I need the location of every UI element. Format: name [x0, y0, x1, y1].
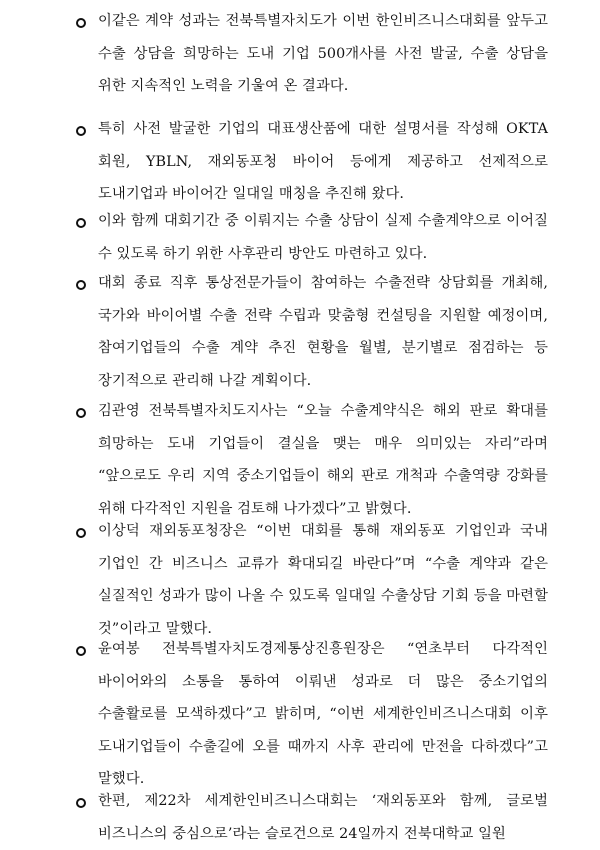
paragraph-strategy-consulting	[58, 276, 548, 397]
paragraph-overseas-koreans-quote	[58, 524, 548, 645]
paragraph-text: 대회 종료 직후 통상전문가들이 참여하는 수출전략 상담회를 개최해, 국가와 바이어별 수출 전략 수립과 맞춤형 컨설팅을 지원할 예정이며, 참여기업들의 수출 계약 추진 현황을 월별, 분기별로 점검하는 등 장기적으로 관리해 나갈 계획이다.	[98, 275, 548, 389]
paragraph-follow-up	[58, 214, 548, 270]
paragraph-product-description	[58, 122, 548, 211]
paragraph-text: 특히 사전 발굴한 기업의 대표생산품에 대한 설명서를 작성해 OKTA 회원, YBLN, 재외동포청 바이어 등에게 제공하고 선제적으로 도내기업과 바이어간 일대일 매칭을 추진해 왔다.	[98, 121, 548, 202]
paragraph-governor-quote	[58, 404, 548, 525]
circle-bullet-icon	[76, 646, 86, 656]
paragraph-promotion-agency-quote	[58, 642, 548, 796]
circle-bullet-icon	[76, 18, 86, 28]
paragraph-text: 윤여봉 전북특별자치도경제통상진흥원장은 “연초부터 다각적인 바이어와의 소통을 통하여 이뤄낸 성과로 더 많은 중소기업의 수출활로를 모색하겠다”고 밝히며, “이번 세계한인비즈니스대회 이후 도내기업들이 수출길에 오를 때까지 사후 관리에 만전을 다하겠다”고 말했다.	[98, 641, 548, 787]
paragraph-text: 이상덕 재외동포청장은 “이번 대회를 통해 재외동포 기업인과 국내 기업인 간 비즈니스 교류가 확대되길 바란다”며 “수출 계약과 같은 실질적인 성과가 많이 나올 수 있도록 일대일 수출상담 기회 등을 마련할 것”이라고 말했다.	[98, 523, 548, 637]
circle-bullet-icon	[76, 798, 86, 808]
paragraph-text: 이와 함께 대회기간 중 이뤄지는 수출 상담이 실제 수출계약으로 이어질 수 있도록 하기 위한 사후관리 방안도 마련하고 있다.	[98, 213, 548, 262]
circle-bullet-icon	[76, 528, 86, 538]
circle-bullet-icon	[76, 126, 86, 136]
paragraph-text: 김관영 전북특별자치도지사는 “오늘 수출계약식은 해외 판로 확대를 희망하는 도내 기업들이 결실을 맺는 매우 의미있는 자리”라며 “앞으로도 우리 지역 중소기업들이 해외 판로 개척과 수출역량 강화를 위해 다각적인 지원을 검토해 나가겠다”고 밝혔다.	[98, 403, 548, 517]
paragraph-contract-results	[58, 14, 548, 103]
circle-bullet-icon	[76, 408, 86, 418]
circle-bullet-icon	[76, 218, 86, 228]
circle-bullet-icon	[76, 280, 86, 290]
paragraph-event-overview	[58, 794, 548, 850]
paragraph-text: 한편, 제22차 세계한인비즈니스대회는 ‘재외동포와 함께, 글로벌 비즈니스의 중심으로’라는 슬로건으로 24일까지 전북대학교 일원	[98, 793, 548, 842]
paragraph-text: 이같은 계약 성과는 전북특별자치도가 이번 한인비즈니스대회를 앞두고 수출 상담을 희망하는 도내 기업 500개사를 사전 발굴, 수출 상담을 위한 지속적인 노력을 기울여 온 결과다.	[98, 13, 548, 94]
